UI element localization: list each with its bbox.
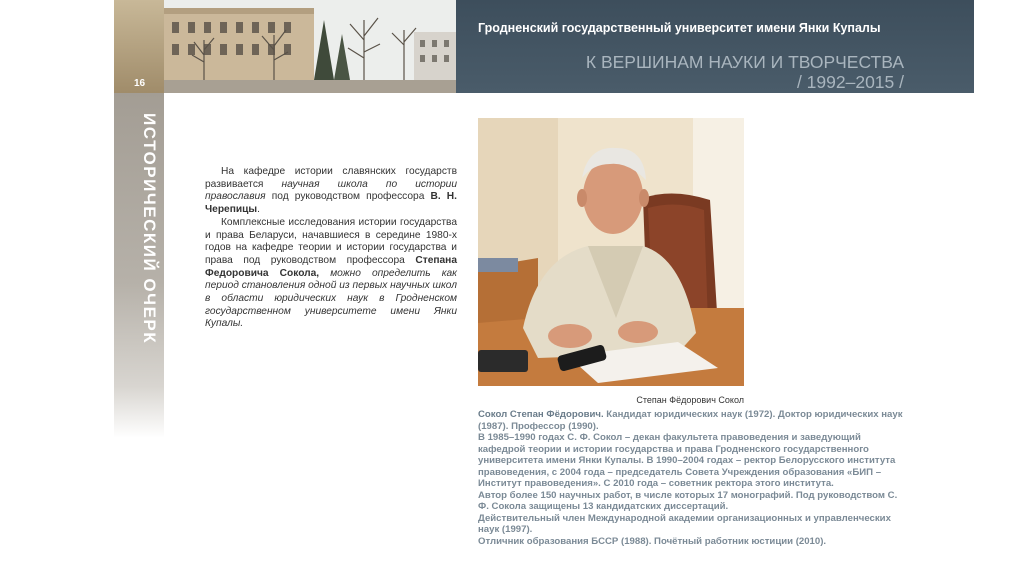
text-span: под руководством профессора [265,191,431,203]
biography [478,409,910,547]
body-text [205,166,457,331]
italic-span: научная школа по истории православия [205,178,457,203]
text-span: . [257,204,260,216]
bio-name: Сокол Степан Фёдорович. [478,409,604,420]
text-span: На кафедре истории славянских государств развивается [205,166,457,190]
bio-line-4: Действительный член Международной академии организационных и управленческих наук (1997). [478,512,891,535]
bio-line-3: Автор более 150 научных работ, в числе которых 17 монографий. Под руководством С. Ф. Сокола защищены 13 кандидатских диссертаций. [478,489,898,512]
header-building-photo [164,0,456,93]
paragraph-1 [205,166,457,217]
paragraph-2 [205,217,457,331]
photo-caption: Степан Фёдорович Сокол [636,395,744,405]
book-title-line1: К ВЕРШИНАМ НАУКИ И ТВОРЧЕСТВА [585,52,904,72]
bold-span: В. Н. Черепицы [205,191,457,216]
bio-line-1 [478,409,910,432]
text-span: Комплексные исследования истории государства и права Беларуси, начавшиеся в середине 1980-х годов на кафедре теории и истории государства и права под руководством профессора [205,216,457,266]
building-illustration [164,0,456,93]
bio-line-5: Отличник образования БССР (1988). Почётный работник юстиции (2010). [478,535,827,547]
portrait-photo [478,118,744,386]
book-title-line2: / 1992–2015 / [796,72,904,92]
bio-text: Кандидат юридических наук (1972). Доктор юридических наук (1987). Профессор (1990). [478,409,903,432]
university-name: Гродненский государственный университет имени Янки Купалы [478,21,881,35]
bio-line-2: В 1985–1990 годах С. Ф. Сокол – декан факультета правоведения и заведующий кафедрой теории и истории государства и права Гродненского государственного университета имени Янки Купалы. В 1990–2004 годах – ректор Белорусского института правоведения, с 2004 года – председатель Совета Учреждения образования «БИП – Институт правоведения». С 2010 года – советник ректора этого института. [478,432,896,489]
bold-span: Степана Федоровича Сокола, [205,254,457,279]
italic-span: можно определить как период становления одной из первых научных школ в области юридических наук в Гродненском государственном университете имени Янки Купалы. [205,267,457,330]
page-number: 16 [134,78,146,89]
portrait-illustration [478,118,744,386]
section-title-vertical: ИСТОРИЧЕСКИЙ ОЧЕРК [140,113,159,345]
book-title [560,52,904,92]
